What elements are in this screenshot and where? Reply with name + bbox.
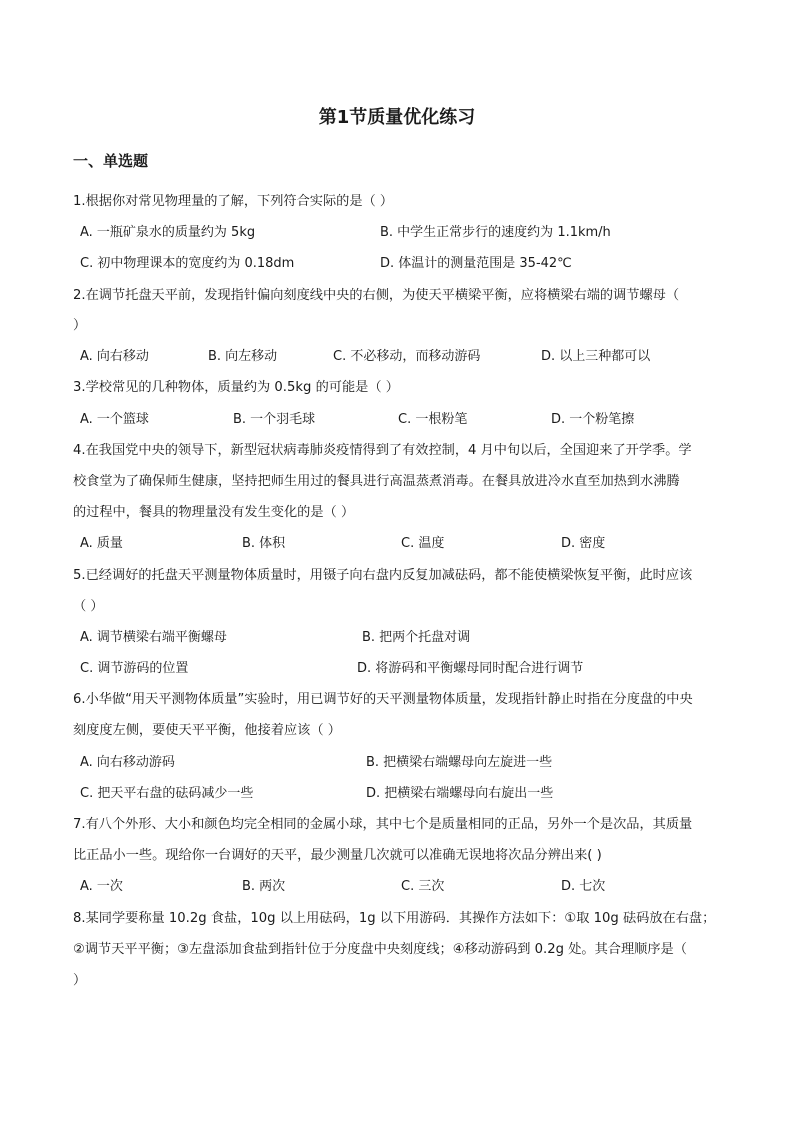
question-4-stem-line-1: 4.在我国党中央的领导下，新型冠状病毒肺炎疫情得到了有效控制，4 月中旬以后，全国迎来了开学季。学 [73,443,692,458]
question-3-option-d: D. 一个粉笔擦 [551,412,635,427]
question-4-option-d: D. 密度 [561,536,606,551]
question-2-option-a: A. 向右移动 [80,349,149,364]
question-6-option-d: D. 把横梁右端螺母向右旋出一些 [366,786,554,801]
question-7-option-a: A. 一次 [80,879,123,894]
question-2-stem-line-2: ） [73,318,87,333]
question-2-stem-line-1: 2.在调节托盘天平前，发现指针偏向刻度线中央的右侧，为使天平横梁平衡，应将横梁右端的调节螺母（ [73,288,680,303]
question-6-option-a: A. 向右移动游码 [80,755,175,770]
question-1-option-d: D. 体温计的测量范围是 35-42℃ [380,256,572,271]
question-6-stem-line-1: 6.小华做“用天平测物体质量”实验时，用已调节好的天平测量物体质量，发现指针静止时指在分度盘的中央 [73,692,693,707]
question-4-option-b: B. 体积 [242,536,286,551]
question-1-option-a: A. 一瓶矿泉水的质量约为 5kg [80,225,256,240]
question-4-option-c: C. 温度 [401,536,445,551]
question-4-stem-line-2: 校食堂为了确保师生健康，坚持把师生用过的餐具进行高温蒸煮消毒。在餐具放进冷水直至加热到水沸腾 [73,474,680,489]
question-7-option-d: D. 七次 [561,879,606,894]
question-8-stem-line-2: ②调节天平平衡；③左盘添加食盐到指针位于分度盘中央刻度线；④移动游码到 0.2g 处。其合理顺序是（ [73,942,687,957]
question-8-stem-line-3: ） [73,973,87,988]
question-5-option-a: A. 调节横梁右端平衡螺母 [80,630,227,645]
question-6-option-c: C. 把天平右盘的砝码减少一些 [80,786,254,801]
question-5-stem-line-2: （ ） [73,599,104,614]
question-5-stem-line-1: 5.已经调好的托盘天平测量物体质量时，用镊子向右盘内反复加减砝码，都不能使横梁恢复平衡，此时应该 [73,568,693,583]
question-1-option-b: B. 中学生正常步行的速度约为 1.1km/h [380,225,611,240]
question-1-option-c: C. 初中物理课本的宽度约为 0.18dm [80,256,295,271]
question-6-option-b: B. 把横梁右端螺母向左旋进一些 [366,755,553,770]
page-title: 第1节质量优化练习 [318,107,476,128]
question-7-option-c: C. 三次 [401,879,445,894]
question-4-stem-line-3: 的过程中，餐具的物理量没有发生变化的是（ ） [73,505,355,520]
question-8-stem-line-1: 8.某同学要称量 10.2g 食盐，10g 以上用砝码，1g 以下用游码．其操作方法如下：①取 10g 砝码放在右盘； [73,911,716,926]
question-2-option-d: D. 以上三种都可以 [541,349,651,364]
question-5-option-d: D. 将游码和平衡螺母同时配合进行调节 [357,661,584,676]
question-3-option-a: A. 一个篮球 [80,412,149,427]
question-2-option-b: B. 向左移动 [208,349,278,364]
question-3-option-c: C. 一根粉笔 [398,412,468,427]
question-6-stem-line-2: 刻度度左侧，要使天平平衡，他接着应该（ ） [73,723,341,738]
question-3-option-b: B. 一个羽毛球 [233,412,316,427]
question-7-stem-line-2: 比正品小一些。现给你一台调好的天平，最少测量几次就可以准确无误地将次品分辨出来( ) [73,848,602,863]
question-7-option-b: B. 两次 [242,879,286,894]
section-heading: 一、单选题 [73,152,149,170]
question-2-option-c: C. 不必移动，而移动游码 [333,349,481,364]
question-4-option-a: A. 质量 [80,536,123,551]
question-5-option-b: B. 把两个托盘对调 [362,630,471,645]
question-1-stem: 1.根据你对常见物理量的了解，下列符合实际的是（ ） [73,194,394,209]
question-7-stem-line-1: 7.有八个外形、大小和颜色均完全相同的金属小球，其中七个是质量相同的正品，另外一个是次品，其质量 [73,817,693,832]
question-5-option-c: C. 调节游码的位置 [80,661,189,676]
question-3-stem: 3.学校常见的几种物体，质量约为 0.5kg 的可能是（ ） [73,380,399,395]
